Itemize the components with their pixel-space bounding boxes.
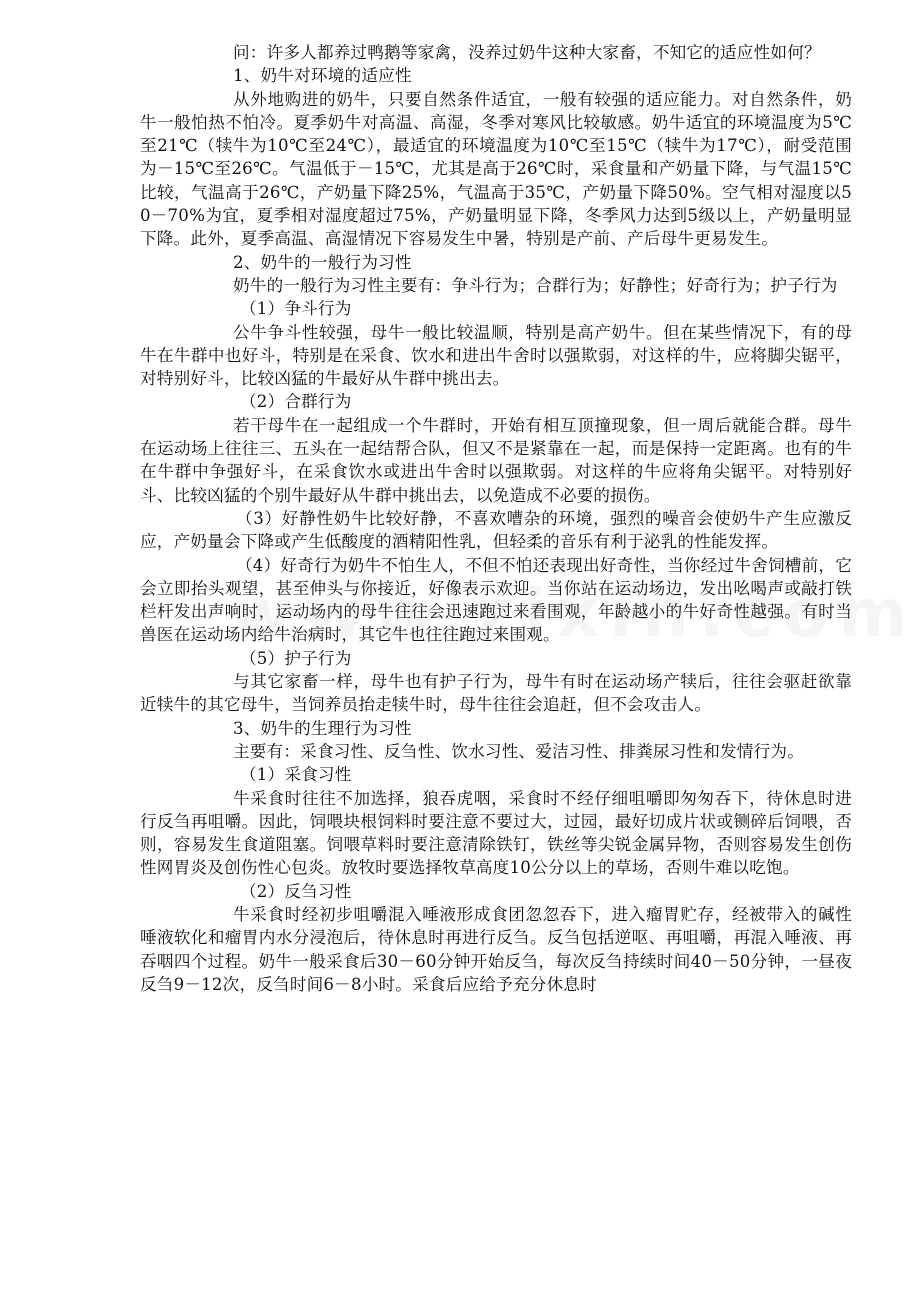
subsection-heading: （2）合群行为 xyxy=(240,392,352,412)
document-body xyxy=(140,41,852,996)
body-paragraph: 主要有：采食习性、反刍性、饮水习性、爱洁习性、排粪尿习性和发情行为。 xyxy=(233,741,804,761)
body-paragraph: 与其它家畜一样，母牛也有护子行为，母牛有时在运动场产犊后，往往会驱赶欲靠近犊牛的其它母牛，当饲养员抬走犊牛时，母牛往往会追赶，但不会攻击人。 xyxy=(140,672,852,715)
subsection-paragraph: （4）好奇行为奶牛不怕生人，不但不怕还表现出好奇性，当你经过牛舍饲槽前，它会立即抬头观望，甚至伸头与你接近，好像表示欢迎。当你站在运动场边，发出吆喝声或敲打铁栏杆发出声响时，运动场内的母牛往往会迅速跑过来看围观，年龄越小的牛好奇性越强。有时当兽医在运动场内给牛治病时，其它牛也往往跑过来围观。 xyxy=(140,555,852,645)
subsection-paragraph: （3）好静性奶牛比较好静，不喜欢嘈杂的环境，强烈的噪音会使奶牛产生应激反应，产奶量会下降或产生低酸度的酒精阳性乳，但轻柔的音乐有利于泌乳的性能发挥。 xyxy=(140,508,852,552)
body-paragraph: 问：许多人都养过鸭鹅等家禽，没养过奶牛这种大家畜，不知它的适应性如何？ xyxy=(233,43,821,62)
body-paragraph: 牛采食时往往不加选择，狼吞虎咽，采食时不经仔细咀嚼即匆匆吞下，待休息时进行反刍再咀嚼。因此，饲喂块根饲料时要注意不要过大，过园，最好切成片状或铡碎后饲喂，否则，容易发生食道阻塞。饲喂草料时要注意清除铁钉，铁丝等尖锐金属异物，否则容易发生创伤性网胃炎及创伤性心包炎。放牧时要选择牧草高度10公分以上的草场，否则牛难以吃饱。 xyxy=(140,788,852,878)
body-paragraph: 奶牛的一般行为习性主要有：争斗行为；合群行为；好静性；好奇行为；护子行为 xyxy=(233,275,838,295)
subsection-heading: （5）护子行为 xyxy=(240,648,352,668)
section-heading: 1、奶牛对环境的适应性 xyxy=(233,66,412,86)
section-heading: 3、奶牛的生理行为习性 xyxy=(233,718,412,738)
subsection-heading: （1）采食习性 xyxy=(240,765,352,785)
subsection-heading: （1）争斗行为 xyxy=(240,299,352,319)
section-heading: 2、奶牛的一般行为习性 xyxy=(233,252,412,272)
body-paragraph: 牛采食时经初步咀嚼混入唾液形成食团忽忽吞下，进入瘤胃贮存，经被带入的碱性唾液软化和瘤胃内水分浸泡后，待休息时再进行反刍。反刍包括逆呕、再咀嚼，再混入唾液、再吞咽四个过程。奶牛一般采食后30－60分钟开始反刍，每次反刍持续时间40－50分钟，一昼夜反刍9－12次，反刍时间6－8小时。采食后应给予充分休息时 xyxy=(140,904,852,994)
body-paragraph: 从外地购进的奶牛，只要自然条件适宜，一般有较强的适应能力。对自然条件，奶牛一般怕热不怕冷。夏季奶牛对高温、高湿，冬季对寒风比较敏感。奶牛适宜的环境温度为5℃至21℃（犊牛为10℃至24℃），最适宜的环境温度为10℃至15℃（犊牛为17℃），耐受范围为－15℃至26℃。气温低于－15℃，尤其是高于26℃时，采食量和产奶量下降，与气温15℃比较，气温高于26℃，产奶量下降25%，气温高于35℃，产奶量下降50%。空气相对湿度以50－70%为宜，夏季相对湿度超过75%，产奶量明显下降，冬季风力达到5级以上，产奶量明显下降。此外，夏季高温、高湿情况下容易发生中暑，特别是产前、产后母牛更易发生。 xyxy=(140,89,852,249)
body-paragraph: 若干母牛在一起组成一个牛群时，开始有相互顶撞现象，但一周后就能合群。母牛在运动场上往往三、五头在一起结帮合队，但又不是紧靠在一起，而是保持一定距离。也有的牛在牛群中争强好斗，在采食饮水或进出牛舍时以强欺弱。对这样的牛应将角尖锯平。对特别好斗、比较凶猛的个别牛最好从牛群中挑出去，以免造成不必要的损伤。 xyxy=(140,415,852,505)
subsection-heading: （2）反刍习性 xyxy=(240,881,352,901)
body-paragraph: 公牛争斗性较强，母牛一般比较温顺，特别是高产奶牛。但在某些情况下，有的母牛在牛群中也好斗，特别是在采食、饮水和进出牛舍时以强欺弱，对这样的牛，应将脚尖锯平，对特别好斗，比较凶猛的牛最好从牛群中挑出去。 xyxy=(140,322,852,389)
